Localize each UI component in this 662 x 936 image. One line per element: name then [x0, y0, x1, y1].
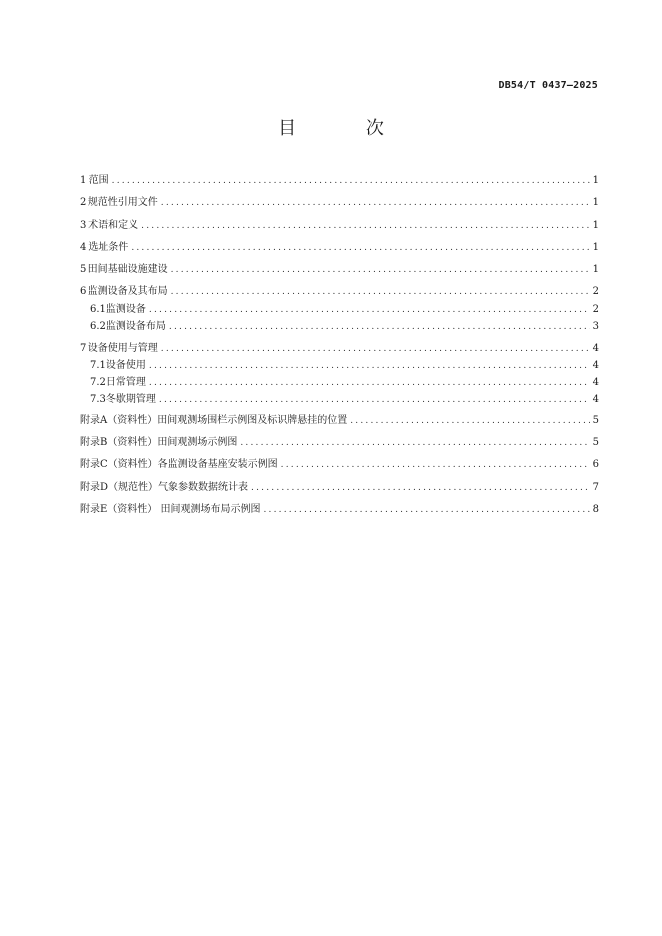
dot-leader — [281, 458, 590, 472]
toc-entry[interactable] — [80, 174, 599, 188]
toc-entry-label: 设备使用 — [105, 360, 146, 371]
toc-entry[interactable] — [80, 241, 599, 255]
toc-entry[interactable] — [80, 196, 599, 210]
toc-entry-page: 7 — [592, 482, 599, 493]
toc-entry[interactable] — [80, 342, 599, 356]
dot-leader — [149, 303, 590, 317]
toc-subentry[interactable] — [90, 393, 599, 407]
toc-entry-label: 监测设备及其布局 — [87, 286, 168, 297]
toc-subentry[interactable] — [90, 376, 599, 390]
toc-entry-page: 4 — [592, 394, 599, 405]
toc-entry-page: 4 — [592, 377, 599, 388]
dot-leader — [350, 414, 589, 428]
toc-entry-page: 1 — [592, 242, 599, 253]
document-code: DB54/T 0437—2025 — [498, 80, 598, 91]
toc-entry-label: 设备使用与管理 — [87, 343, 158, 354]
toc-entry-number: 5 — [80, 264, 87, 275]
toc-entry-number: 1 — [80, 175, 87, 186]
toc-entry-label: 田间基础设施建设 — [87, 264, 168, 275]
toc-subentry[interactable] — [90, 303, 599, 317]
toc-entry-label: 日常管理 — [105, 377, 146, 388]
dot-leader — [240, 436, 589, 450]
toc-entry-page: 3 — [592, 321, 599, 332]
toc-entry-number: 6.2 — [90, 321, 106, 332]
toc-entry[interactable] — [80, 219, 599, 233]
dot-leader — [161, 196, 590, 210]
dot-leader — [112, 174, 590, 188]
toc-entry-number: 6 — [80, 286, 87, 297]
toc-entry-page: 4 — [592, 360, 599, 371]
toc-entry-number: 7.2 — [90, 377, 106, 388]
toc-entry-page: 5 — [592, 437, 599, 448]
toc-entry-page: 4 — [592, 343, 599, 354]
toc-entry-number: 6.1 — [90, 304, 106, 315]
toc-entry-label: 范围 — [88, 175, 109, 186]
toc-entry-label: 监测设备布局 — [105, 321, 166, 332]
toc-appendix-entry[interactable] — [80, 436, 599, 450]
toc-entry-page: 2 — [592, 286, 599, 297]
toc-entry-number: 2 — [80, 197, 87, 208]
toc-appendix-entry[interactable] — [80, 414, 599, 428]
toc-entry[interactable] — [80, 263, 599, 277]
toc-title: 目 次 — [278, 118, 416, 139]
dot-leader — [171, 285, 590, 299]
toc-entry-page: 1 — [592, 175, 599, 186]
dot-leader — [149, 376, 590, 390]
dot-leader — [159, 393, 590, 407]
toc-entry-label: 附录D（规范性）气象参数数据统计表 — [80, 482, 249, 493]
toc-entry-number: 7.1 — [90, 360, 106, 371]
toc-entry-label: 选址条件 — [88, 242, 129, 253]
dot-leader — [171, 263, 590, 277]
toc-entry[interactable] — [80, 285, 599, 299]
toc-entry-page: 2 — [592, 304, 599, 315]
toc-entry-page: 1 — [592, 197, 599, 208]
dot-leader — [131, 241, 589, 255]
toc-entry-number: 7.3 — [90, 394, 106, 405]
dot-leader — [149, 359, 590, 373]
dot-leader — [251, 481, 590, 495]
toc-entry-page: 8 — [592, 504, 599, 515]
toc-entry-label: 附录C（资料性）各监测设备基座安装示例图 — [80, 459, 278, 470]
toc-entry-number: 7 — [80, 343, 87, 354]
dot-leader — [263, 503, 589, 517]
toc-entry-label: 附录A（资料性）田间观测场围栏示例图及标识牌悬挂的位置 — [80, 415, 348, 426]
toc-subentry[interactable] — [90, 359, 599, 373]
toc-subentry[interactable] — [90, 320, 599, 334]
toc-entry-page: 1 — [592, 264, 599, 275]
toc-entry-label: 规范性引用文件 — [87, 197, 158, 208]
toc-entry-label: 附录E（资料性） 田间观测场布局示例图 — [80, 504, 261, 515]
toc-entry-page: 5 — [592, 415, 599, 426]
toc-entry-label: 附录B（资料性）田间观测场示例图 — [80, 437, 238, 448]
toc-entry-page: 6 — [592, 459, 599, 470]
dot-leader — [141, 219, 589, 233]
dot-leader — [169, 320, 590, 334]
toc-entry-label: 冬歇期管理 — [105, 394, 156, 405]
toc-entry-page: 1 — [592, 220, 599, 231]
toc-appendix-entry[interactable] — [80, 481, 599, 495]
toc-entry-number: 4 — [80, 242, 87, 253]
toc-entry-number: 3 — [80, 220, 87, 231]
toc-appendix-entry[interactable] — [80, 503, 599, 517]
toc-appendix-entry[interactable] — [80, 458, 599, 472]
toc-entry-label: 术语和定义 — [88, 220, 139, 231]
toc-entry-label: 监测设备 — [105, 304, 146, 315]
dot-leader — [161, 342, 590, 356]
